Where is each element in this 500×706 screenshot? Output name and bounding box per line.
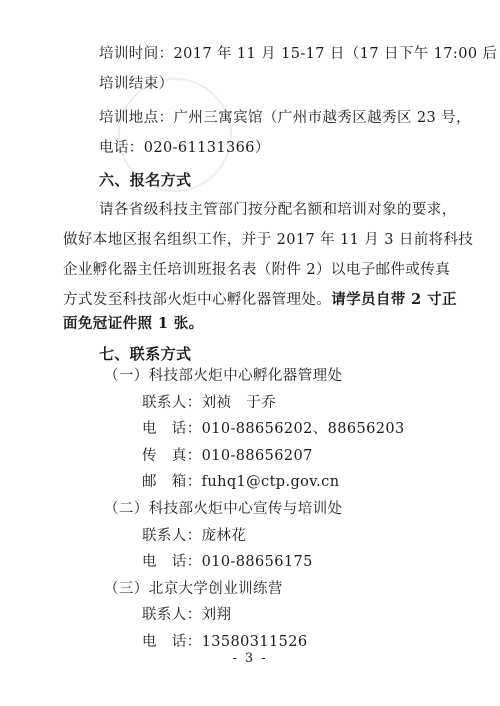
contact-1-fax: 传 真：010-88656207 <box>142 447 313 464</box>
section-6-para-line-4-bold: 请学员自带 2 寸正 <box>331 291 457 308</box>
section-6-para-line-1: 请各省级科技主管部门按分配名额和培训对象的要求， <box>99 202 457 218</box>
section-6-para-line-4 <box>63 290 457 310</box>
page-number: - 3 - <box>232 651 268 666</box>
contact-3-phone: 电 话：13580311526 <box>142 634 308 650</box>
training-place-line-2: 电话：020-61131366） <box>99 140 270 156</box>
section-6-para-line-2: 做好本地区报名组织工作，并于 2017 年 11 月 3 日前将科技 <box>63 232 474 248</box>
contact-1-title: （一）科技部火炬中心孵化器管理处 <box>104 368 343 384</box>
training-place-line-1: 培训地点：广州三寓宾馆（广州市越秀区越秀区 23 号， <box>99 110 471 126</box>
section-6-para-line-3: 企业孵化器主任培训班报名表（附件 2）以电子邮件或传真 <box>63 262 451 278</box>
training-time-line-1: 培训时间：2017 年 11 月 15-17 日（17 日下午 17:00 后 <box>99 46 498 62</box>
contact-3-title: （三）北京大学创业训练营 <box>104 580 283 597</box>
contact-3-person: 联系人：刘翔 <box>142 607 232 624</box>
section-6-heading: 六、报名方式 <box>99 171 192 189</box>
section-6-para-line-4-normal: 方式发至科技部火炬中心孵化器管理处。 <box>63 292 332 308</box>
contact-2-phone: 电 话：010-88656175 <box>142 554 313 571</box>
contact-1-phone: 电 话：010-88656202、88656203 <box>142 421 405 438</box>
contact-2-title: （二）科技部火炬中心宣传与培训处 <box>104 501 343 517</box>
section-7-heading: 七、联系方式 <box>99 345 192 363</box>
section-6-para-line-5: 面免冠证件照 1 张。 <box>63 315 204 332</box>
training-time-line-2: 培训结束） <box>99 76 174 92</box>
contact-1-email: 邮 箱：fuhq1@ctp.gov.cn <box>142 474 340 491</box>
contact-1-person: 联系人：刘祯 于乔 <box>142 394 277 411</box>
contact-2-person: 联系人：庞林花 <box>142 527 247 544</box>
